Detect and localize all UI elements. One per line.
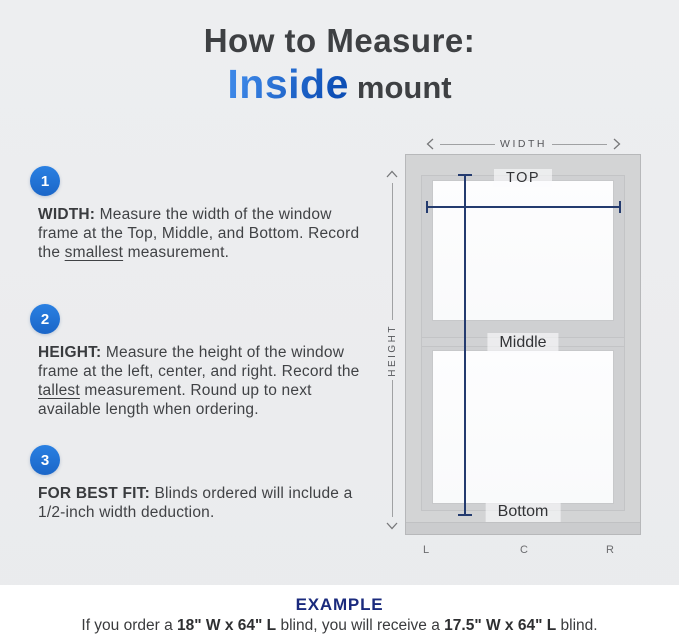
step-1-body-end: measurement. (123, 244, 230, 261)
step-3-label: FOR BEST FIT: (38, 485, 150, 502)
example-suffix: blind. (556, 617, 598, 634)
step-1 (30, 166, 368, 262)
width-dimension-arrow (426, 138, 621, 150)
step-1-label: WIDTH: (38, 206, 96, 223)
lower-glass-pane (432, 350, 614, 504)
arrow-left-icon (426, 138, 435, 150)
step-2 (30, 304, 368, 419)
height-label: HEIGHT (386, 323, 398, 377)
arrow-right-icon (612, 138, 621, 150)
right-axis-label: R (606, 544, 615, 556)
step-2-label: HEIGHT: (38, 344, 102, 361)
top-position-label: TOP (494, 169, 552, 187)
bottom-position-label: Bottom (486, 502, 561, 522)
left-axis-label: L (423, 544, 431, 556)
page-title: How to Measure: (203, 22, 476, 59)
arrow-up-icon (386, 170, 398, 179)
example-sentence (0, 617, 679, 635)
window-sill (406, 522, 640, 534)
step-number: 3 (40, 451, 50, 469)
center-axis-label: C (520, 544, 529, 556)
height-dimension-arrow (384, 170, 400, 530)
height-measure-line (464, 174, 466, 516)
lower-sash (421, 346, 625, 511)
step-2-body-end: measurement. Round up to next available length when ordering. (38, 382, 312, 418)
step-1-body: Measure the width of the window frame at the Top, Middle, and Bottom. Record the (38, 206, 360, 261)
step-3-body: Blinds ordered will include a 1/2-inch width deduction. (38, 485, 353, 521)
width-measure-line (426, 206, 621, 208)
window-diagram (382, 136, 659, 568)
upper-glass-pane (432, 180, 614, 321)
width-label: WIDTH (500, 138, 547, 150)
step-number: 1 (40, 172, 50, 190)
example-heading: EXAMPLE (295, 595, 384, 614)
step-3-text (38, 484, 364, 522)
step-3 (30, 445, 368, 522)
middle-position-label: Middle (487, 333, 558, 353)
example-footer (0, 585, 679, 642)
step-2-number-badge (30, 304, 60, 334)
example-middle: blind, you will receive a (276, 617, 445, 634)
ordered-size: 18" W x 64" L (177, 617, 277, 634)
step-2-text (38, 343, 364, 419)
dimension-line (552, 144, 607, 145)
step-number: 2 (40, 310, 50, 328)
dimension-line (392, 183, 393, 320)
dimension-line (440, 144, 495, 145)
received-size: 17.5" W x 64" L (444, 617, 557, 634)
step-1-text (38, 205, 364, 262)
step-2-underlined-word: tallest (38, 382, 80, 399)
header (0, 22, 679, 117)
step-3-number-badge (30, 445, 60, 475)
page-subtitle (0, 61, 679, 117)
step-1-underlined-word: smallest (64, 244, 124, 261)
example-prefix: If you order a (81, 617, 178, 634)
arrow-down-icon (386, 521, 398, 530)
subtitle-suffix: mount (356, 70, 452, 105)
step-2-body: Measure the height of the window frame at the left, center, and right. Record the (38, 344, 360, 380)
upper-sash (421, 175, 625, 338)
subtitle-highlight: Inside (227, 61, 349, 107)
dimension-line (392, 380, 393, 517)
step-1-number-badge (30, 166, 60, 196)
